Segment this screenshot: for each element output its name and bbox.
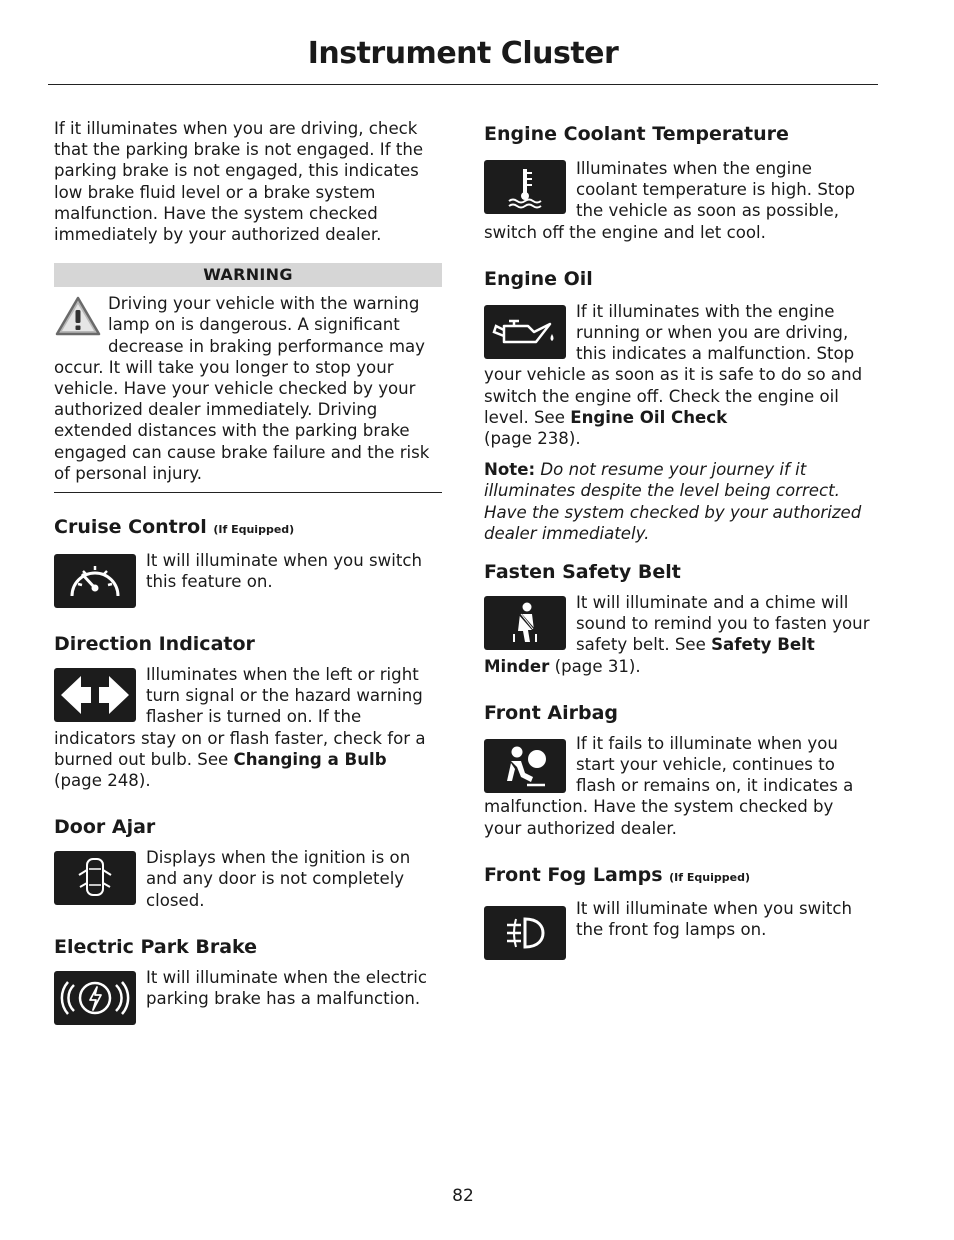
double-arrow-icon	[54, 668, 136, 722]
section-title: Engine Coolant Temperature	[484, 123, 789, 145]
section-title: Front Fog Lamps (If Equipped)	[484, 863, 750, 886]
oil-text: If it illuminates with the engine running or when you are driving, this indicates a malfunction. Stop your vehicle as soon as it is safe to do so and switch the engine off. Check the engine oil level. See Engine Oil Check (page 238).	[484, 301, 863, 449]
section-title: Fasten Safety Belt	[484, 561, 681, 584]
car-doors-icon	[54, 851, 136, 905]
section-title: Door Ajar	[54, 816, 156, 839]
warning-text: Driving your vehicle with the warning lamp on is dangerous. A significant decrease in braking performance may occur. It will take you longer to stop your vehicle. Have your vehicle checked by your authorized dealer immediately. Driving extended distances with the parking brake engaged can cause brake failure and the risk of personal injury.	[54, 294, 430, 483]
oil-can-icon	[484, 305, 566, 359]
title-divider	[48, 84, 878, 85]
engine-oil-check-link[interactable]: Engine Oil Check	[570, 407, 728, 427]
front-fog-lamps-section	[484, 863, 872, 962]
section-title: Engine Oil	[484, 267, 593, 290]
airbag-text: If it fails to illuminate when you start your vehicle, continues to flash or remains on, it indicates a malfunction. Have the system checked by your authorized dealer.	[484, 733, 854, 838]
fog-text: It will illuminate when you switch the front fog lamps on.	[576, 898, 852, 940]
speedometer-icon	[54, 554, 136, 608]
engine-oil-section	[484, 267, 872, 544]
section-title: Electric Park Brake	[54, 935, 258, 958]
coolant-thermometer-icon	[484, 160, 566, 214]
direction-text: Illuminates when the left or right turn signal or the hazard warning flasher is turned on. If the indicators stay on or flash faster, check for a burned out bulb. See Changing a Bulb (page 248).	[54, 665, 426, 791]
safety-belt-minder-link[interactable]: Safety Belt Minder	[484, 635, 815, 676]
page-title: Instrument Cluster	[307, 36, 619, 71]
cruise-text: It will illuminate when you switch this feature on.	[146, 551, 422, 592]
direction-indicator-section	[54, 632, 442, 791]
cruise-control-section	[54, 515, 442, 610]
safety-belt-section	[484, 560, 872, 677]
intro-paragraph: If it illuminates when you are driving, check that the parking brake is not engaged. If the parking brake is not engaged, this indicates low brake fluid level or a brake system malfunction. Have the system checked immediately by your authorized dealer.	[54, 119, 424, 245]
warning-triangle-icon	[54, 295, 102, 337]
park-brake-icon	[54, 971, 136, 1025]
if-equipped-label: (If Equipped)	[213, 523, 295, 537]
belt-text: It will illuminate and a chime will sound to remind you to fasten your safety belt. See Safety Belt Minder (page 31).	[484, 593, 870, 676]
fog-lamp-icon	[484, 906, 566, 960]
door-text: Displays when the ignition is on and any door is not completely closed.	[146, 848, 411, 910]
electric-park-brake-section	[54, 935, 442, 1027]
coolant-section	[484, 122, 872, 243]
if-equipped-label: (If Equipped)	[669, 870, 750, 884]
door-ajar-section	[54, 815, 442, 911]
section-title: Direction Indicator	[54, 633, 255, 656]
page-number: 82	[452, 1186, 474, 1206]
section-title: Front Airbag	[484, 701, 619, 724]
warning-block	[54, 293, 442, 493]
changing-bulb-link[interactable]: Changing a Bulb	[233, 749, 387, 769]
seatbelt-icon	[484, 596, 566, 650]
front-airbag-section	[484, 701, 872, 839]
park-brake-text: It will illuminate when the electric parking brake has a malfunction.	[146, 967, 427, 1009]
warning-heading: WARNING	[54, 263, 442, 287]
oil-note: Note: Do not resume your journey if it illuminates despite the level being correct. Have the system checked by your authorized dealer immediately.	[484, 460, 862, 543]
coolant-text: Illuminates when the engine coolant temperature is high. Stop the vehicle as soon as possible, switch off the engine and let cool.	[484, 159, 856, 242]
section-title: Cruise Control (If Equipped)	[54, 516, 295, 539]
right-column	[484, 118, 872, 962]
left-column	[54, 118, 442, 1027]
airbag-icon	[484, 739, 566, 793]
